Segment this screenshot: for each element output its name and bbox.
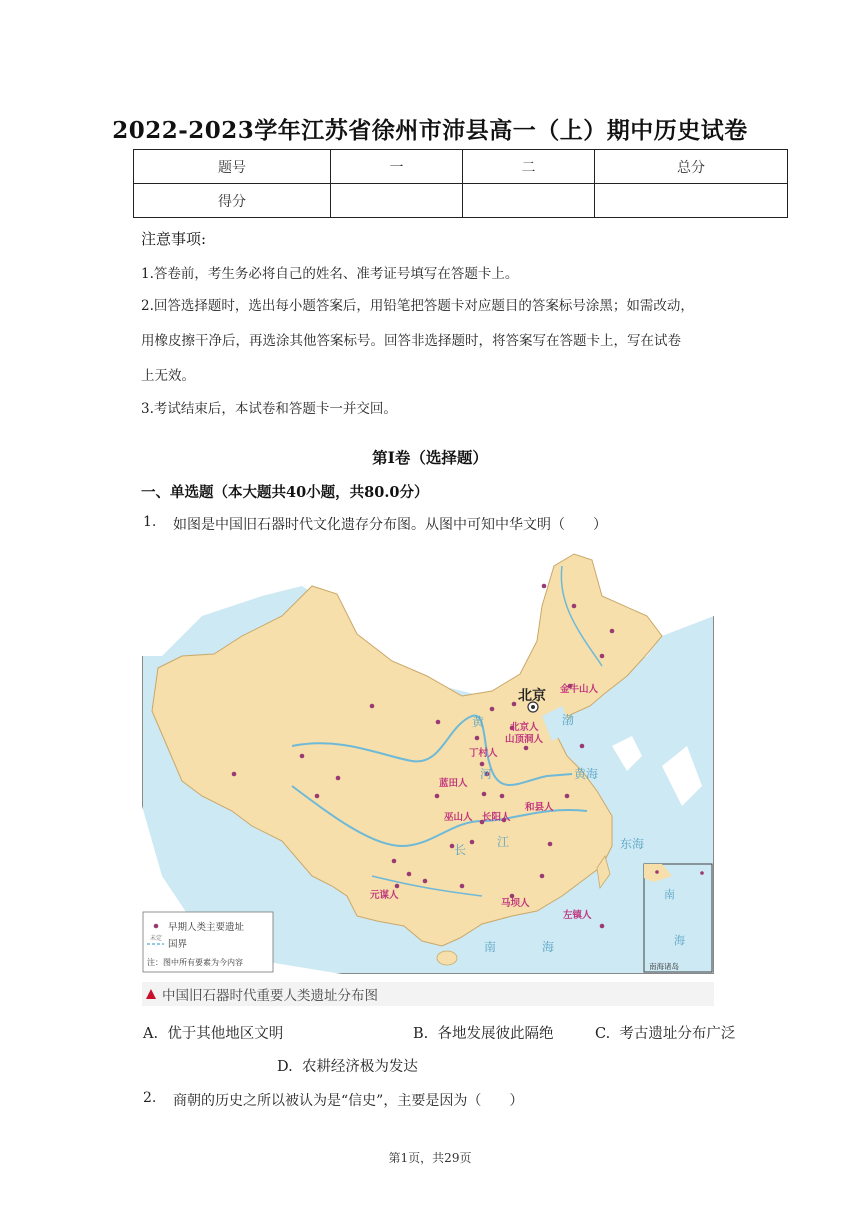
notice-line: 3.考试结束后，本试卷和答题卡一并交回。 bbox=[141, 401, 397, 417]
inset-sea-label: 海 bbox=[674, 935, 685, 947]
score-cell bbox=[463, 184, 595, 218]
part-title: 一、单选题（本大题共40小题，共80.0分） bbox=[141, 484, 429, 501]
exam-title: 2022-2023学年江苏省徐州市沛县高一（上）期中历史试卷 bbox=[112, 117, 748, 144]
sea-label: 黄海 bbox=[574, 767, 599, 781]
river-label: 黄 bbox=[472, 715, 485, 729]
sea-label: 南 bbox=[484, 940, 497, 954]
score-table-row bbox=[134, 184, 788, 218]
option-b bbox=[413, 1022, 553, 1043]
score-cell bbox=[331, 184, 463, 218]
question-text: 如图是中国旧石器时代文化遗存分布图。从图中可知中华文明（ ） bbox=[173, 517, 607, 533]
site-label: 丁村人 bbox=[469, 748, 498, 759]
site-label: 左镇人 bbox=[563, 910, 592, 921]
score-table bbox=[133, 149, 788, 218]
option-d bbox=[277, 1055, 418, 1076]
site-label: 巫山人 bbox=[444, 812, 473, 823]
legend-undetermined: 未定 bbox=[150, 936, 163, 942]
site-label: 金牛山人 bbox=[560, 684, 599, 695]
site-label: 山顶洞人 bbox=[505, 734, 544, 745]
option-letter: B. bbox=[413, 1026, 429, 1042]
option-letter: C. bbox=[595, 1026, 611, 1042]
capital-label: 北京 bbox=[518, 687, 546, 703]
river-label: 河 bbox=[480, 767, 493, 781]
legend-note: 注：图中所有要素为今内容 bbox=[147, 958, 243, 967]
legend-sites-label: 早期人类主要遗址 bbox=[168, 922, 245, 933]
notice-line: 上无效。 bbox=[141, 368, 195, 384]
sea-label: 海 bbox=[542, 940, 555, 954]
score-cell: 总分 bbox=[595, 150, 788, 184]
score-cell: 一 bbox=[331, 150, 463, 184]
score-cell: 二 bbox=[463, 150, 595, 184]
sea-label: 东海 bbox=[620, 837, 645, 851]
notice-line: 1.答卷前，考生务必将自己的姓名、准考证号填写在答题卡上。 bbox=[141, 266, 519, 282]
map-caption: 中国旧石器时代重要人类遗址分布图 bbox=[162, 988, 378, 1003]
site-label: 马坝人 bbox=[501, 898, 530, 909]
legend-border-label: 国界 bbox=[168, 939, 188, 950]
option-c bbox=[595, 1022, 735, 1043]
legend-site-icon bbox=[154, 924, 159, 929]
river-label: 江 bbox=[497, 835, 510, 849]
option-text: 农耕经济极为发达 bbox=[301, 1059, 418, 1075]
option-letter: D. bbox=[277, 1059, 293, 1075]
site-label: 北京人 bbox=[510, 722, 539, 733]
notice-line: 2.回答选择题时，选出每小题答案后，用铅笔把答题卡对应题目的答案标号涂黑；如需改动， bbox=[141, 298, 694, 314]
site-label: 长阳人 bbox=[482, 812, 511, 823]
inset-label: 南海诸岛 bbox=[649, 962, 679, 971]
option-text: 各地发展彼此隔绝 bbox=[437, 1026, 554, 1042]
hainan bbox=[437, 951, 457, 965]
score-cell: 得分 bbox=[134, 184, 331, 218]
option-letter: A. bbox=[143, 1026, 159, 1042]
section-title: 第I卷（选择题） bbox=[372, 448, 488, 467]
question-number: 2. bbox=[143, 1090, 157, 1106]
site-label: 蓝田人 bbox=[439, 778, 468, 789]
score-cell: 题号 bbox=[134, 150, 331, 184]
sea-label: 渤 bbox=[562, 713, 575, 727]
notice-line: 用橡皮擦干净后，再选涂其他答案标号。回答非选择题时，将答案写在答题卡上，写在试卷 bbox=[141, 333, 681, 349]
page-footer: 第1页，共29页 bbox=[388, 1151, 472, 1165]
paleolithic-sites-map bbox=[142, 546, 714, 1006]
score-cell bbox=[595, 184, 788, 218]
question-text: 商朝的历史之所以被认为是“信史”，主要是因为（ ） bbox=[173, 1093, 524, 1109]
river-label: 长 bbox=[454, 843, 467, 857]
site-label: 元谋人 bbox=[370, 890, 399, 901]
question-number: 1. bbox=[143, 514, 157, 530]
option-text: 考古遗址分布广泛 bbox=[619, 1026, 736, 1042]
option-text: 优于其他地区文明 bbox=[167, 1026, 284, 1042]
inset-sea-label: 南 bbox=[664, 889, 675, 901]
option-a bbox=[143, 1022, 283, 1043]
score-table-header-row bbox=[134, 150, 788, 184]
site-label: 和县人 bbox=[525, 802, 554, 813]
notice-heading: 注意事项: bbox=[141, 230, 207, 248]
